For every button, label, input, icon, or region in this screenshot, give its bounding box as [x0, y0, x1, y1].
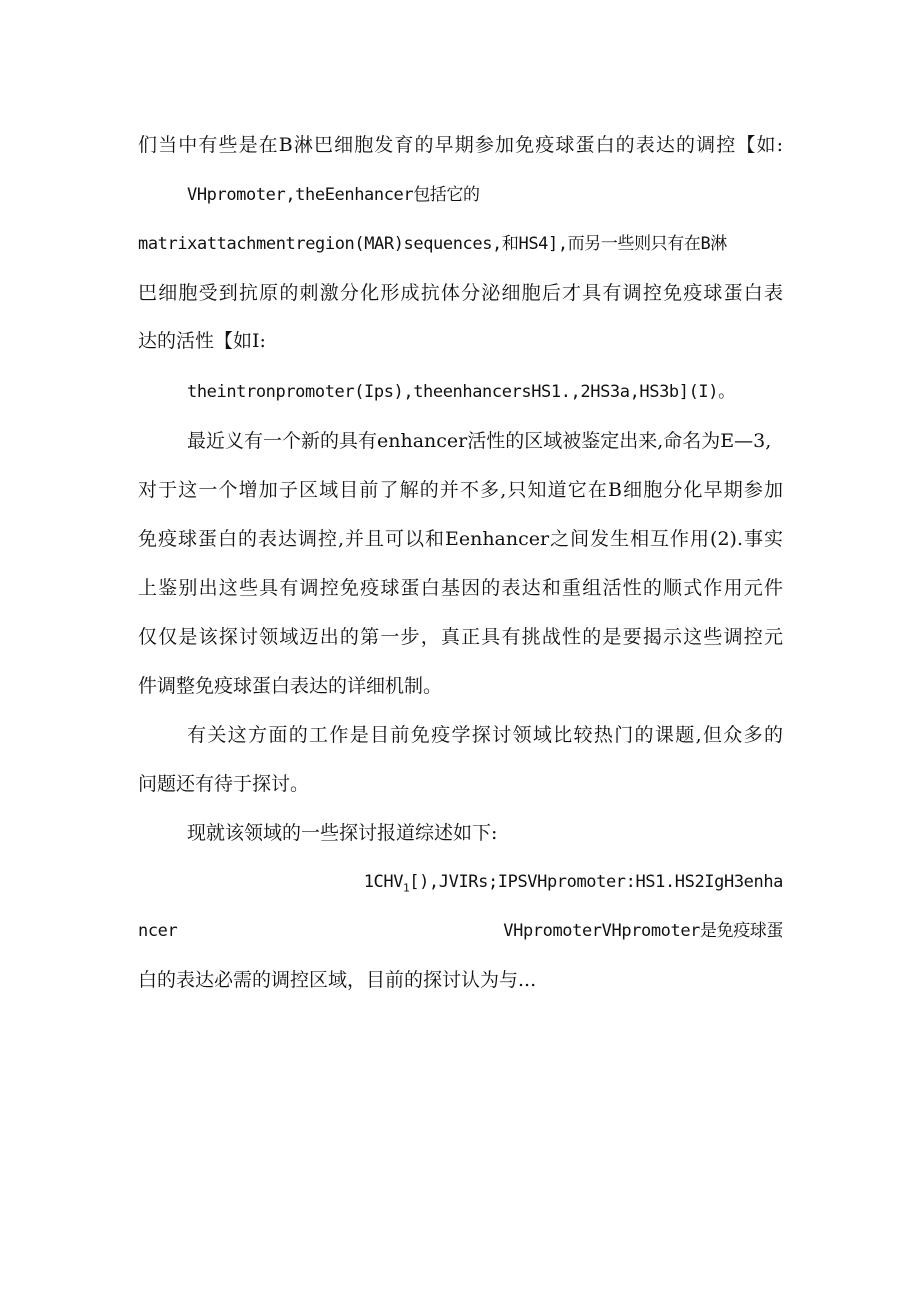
line-suffix: [),JVIRs;IPSVHpromoter:HS1.HS2IgH3enha [409, 872, 783, 892]
paragraph-line: 现就该领域的一些探讨报道综述如下: [187, 822, 498, 844]
paragraph-line: 仅仅是该探讨领域迈出的第一步，真正具有挑战性的是要揭示这些调控元 [138, 626, 783, 648]
paragraph-line: 巴细胞受到抗原的刺激分化形成抗体分泌细胞后才具有调控免疫球蛋白表 [138, 282, 783, 304]
subscript-text: 1 [403, 881, 410, 895]
line-prefix: 1CHV [363, 872, 404, 892]
paragraph-line: 上鉴别出这些具有调控免疫球蛋白基因的表达和重组活性的顺式作用元件 [138, 577, 783, 599]
paragraph-line: 白的表达必需的调控区域，目前的探讨认为与... [138, 969, 537, 991]
paragraph-line: VHpromoterVHpromoter是免疫球蛋 [503, 921, 783, 941]
paragraph-line: 有关这方面的工作是目前免疫学探讨领域比较热门的课题,但众多的 [187, 724, 783, 746]
paragraph-line: 达的活性【如I: [138, 330, 266, 352]
paragraph-line: VHpromoter,theEenhancer包括它的 [187, 185, 480, 205]
paragraph-line [300, 867, 783, 897]
paragraph-line: ncer [138, 921, 178, 941]
paragraph-line: 最近义有一个新的具有enhancer活性的区域被鉴定出来,命名为E—3, [187, 430, 772, 452]
paragraph-line: matrixattachmentregion(MAR)sequences,和HS4],而另一些则只有在B淋 [138, 234, 727, 254]
paragraph-line: theintronpromoter(Ips),theenhancersHS1.,2HS3a,HS3b](I)。 [187, 382, 735, 402]
paragraph-line: 免疫球蛋白的表达调控,并且可以和Eenhancer之间发生相互作用(2).事实 [138, 528, 783, 550]
paragraph-line: 们当中有些是在B淋巴细胞发育的早期参加免疫球蛋白的表达的调控【如: [138, 134, 783, 156]
paragraph-line: 对于这一个增加子区域目前了解的并不多,只知道它在B细胞分化早期参加 [138, 479, 783, 501]
paragraph-line: 件调整免疫球蛋白表达的详细机制。 [138, 675, 443, 697]
paragraph-line: 问题还有待于探讨。 [138, 773, 310, 795]
